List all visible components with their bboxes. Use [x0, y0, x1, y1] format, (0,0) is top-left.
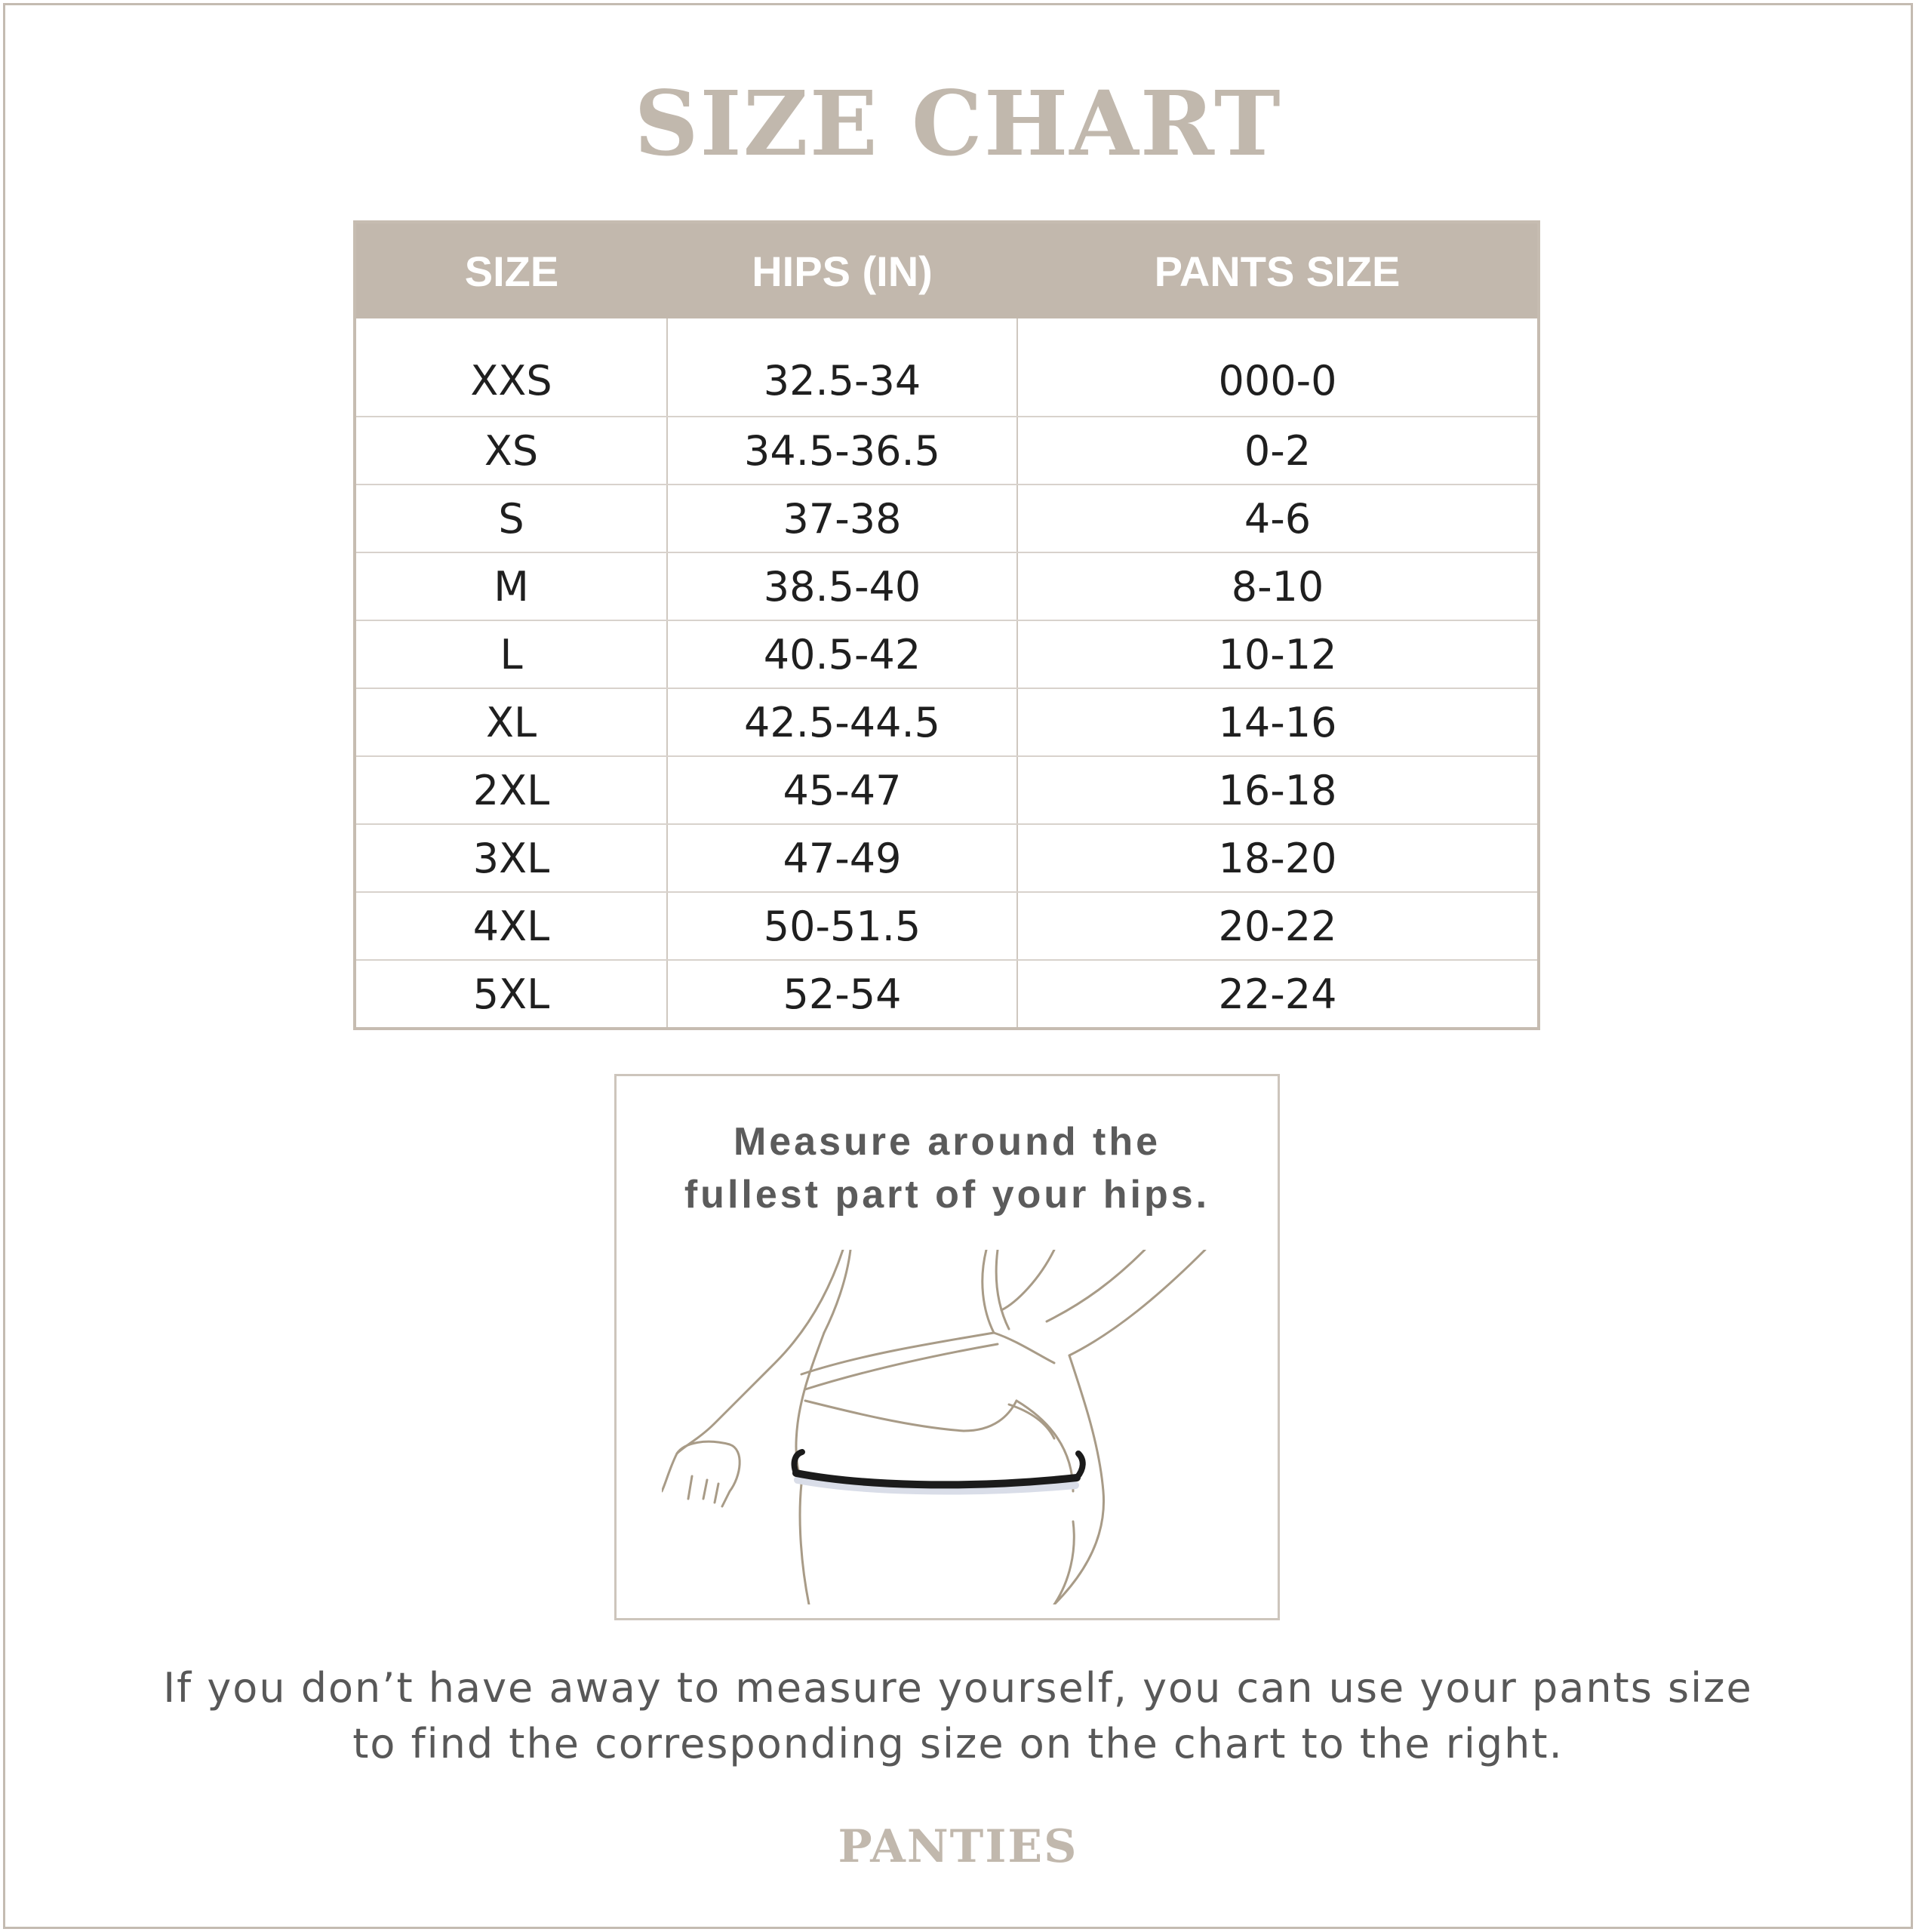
cell-size: M: [356, 552, 667, 620]
cell-hips: 45-47: [667, 756, 1017, 824]
size-table: [353, 220, 1540, 1030]
cell-hips: 37-38: [667, 485, 1017, 552]
table-header-row: [356, 223, 1537, 318]
cell-size: 5XL: [356, 960, 667, 1027]
table-row: [356, 756, 1537, 824]
header-size: SIZE: [356, 223, 667, 318]
table-row: [356, 824, 1537, 892]
cell-hips: 50-51.5: [667, 892, 1017, 960]
table-row: [356, 688, 1537, 756]
measure-line-1: Measure around the: [733, 1120, 1161, 1164]
cell-hips: 34.5-36.5: [667, 417, 1017, 485]
cell-size: XS: [356, 417, 667, 485]
table-row: [356, 552, 1537, 620]
cell-pants-size: 8-10: [1017, 552, 1537, 620]
cell-pants-size: 10-12: [1017, 620, 1537, 688]
measure-line-2: fullest part of your hips.: [684, 1173, 1210, 1217]
cell-pants-size: 4-6: [1017, 485, 1537, 552]
table-row: [356, 485, 1537, 552]
cell-size: L: [356, 620, 667, 688]
cell-size: 4XL: [356, 892, 667, 960]
measure-instructions: [617, 1115, 1278, 1221]
cell-hips: 42.5-44.5: [667, 688, 1017, 756]
cell-pants-size: 14-16: [1017, 688, 1537, 756]
cell-size: XXS: [356, 318, 667, 417]
cell-hips: 38.5-40: [667, 552, 1017, 620]
cell-pants-size: 20-22: [1017, 892, 1537, 960]
cell-pants-size: 22-24: [1218, 970, 1337, 1018]
cell-size: XL: [356, 688, 667, 756]
measure-instructions-box: [614, 1074, 1280, 1620]
cell-pants-size: 000-0: [1017, 318, 1537, 417]
table-row: [356, 620, 1537, 688]
pants-size-note: [0, 1660, 1916, 1772]
table-row: [356, 417, 1537, 485]
note-line-1: If you don’t have away to measure yourself, you can use your pants size: [163, 1664, 1753, 1712]
footer-label: PANTIES: [838, 1820, 1078, 1873]
cell-size: S: [356, 485, 667, 552]
cell-pants-size: 18-20: [1017, 824, 1537, 892]
cell-hips: 32.5-34: [667, 318, 1017, 417]
note-line-2: to find the corresponding size on the chart to the right.: [352, 1720, 1564, 1767]
cell-hips: 52-54: [667, 960, 1017, 1027]
cell-size: 3XL: [356, 824, 667, 892]
cell-pants-size: 0-2: [1017, 417, 1537, 485]
table-row: [356, 892, 1537, 960]
cell-size: 2XL: [356, 756, 667, 824]
hip-measuring-tape-illustration-icon: [662, 1250, 1235, 1604]
cell-pants-size: 16-18: [1017, 756, 1537, 824]
page-title: SIZE CHART: [634, 71, 1282, 176]
table-row: [356, 960, 1537, 1027]
cell-hips: 40.5-42: [667, 620, 1017, 688]
header-pants-size: PANTS SIZE: [1017, 223, 1537, 318]
cell-hips: 47-49: [667, 824, 1017, 892]
table-row: [356, 318, 1537, 417]
header-hips: HIPS (IN): [667, 223, 1017, 318]
